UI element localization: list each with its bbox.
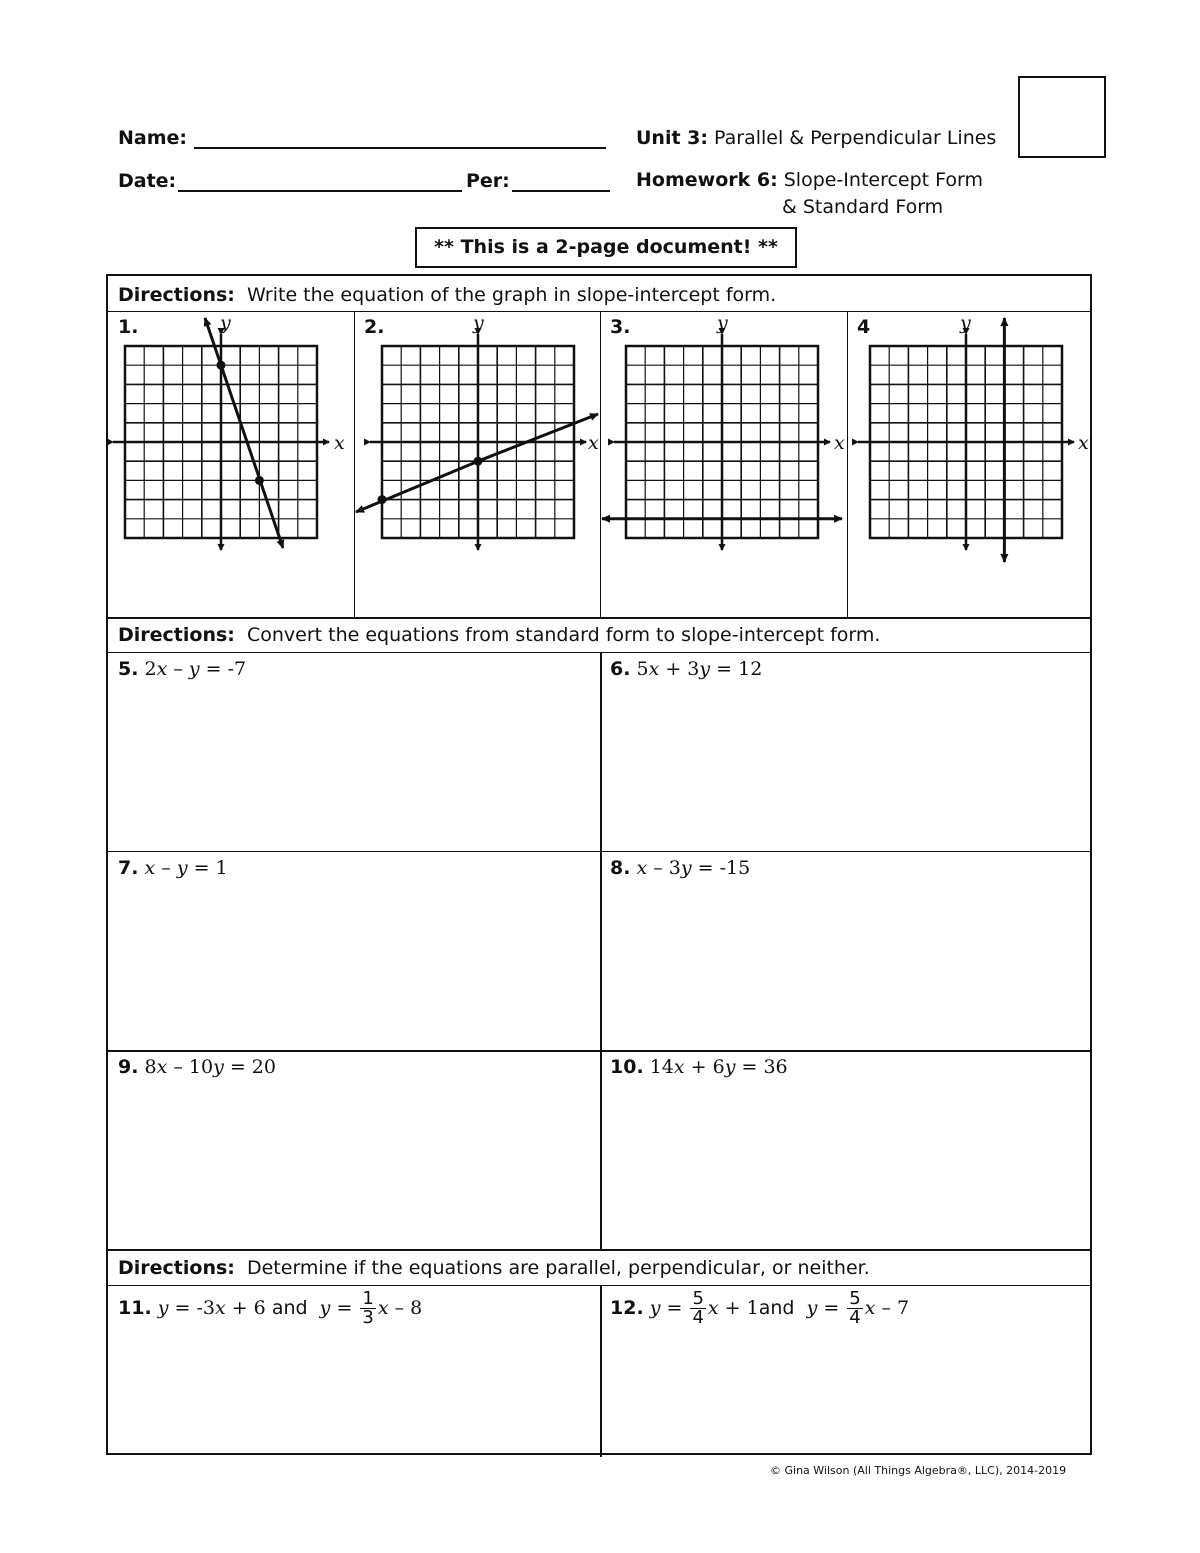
equation-var: y — [319, 1297, 331, 1319]
equation-part: + 6 — [684, 1056, 725, 1078]
and-word: and — [271, 1297, 308, 1319]
equation-var: y — [680, 857, 692, 879]
equation-part: = -15 — [691, 857, 751, 879]
problem-number: 1. — [118, 316, 139, 338]
equation-var: y — [157, 1297, 169, 1319]
equation-var: y — [724, 1056, 736, 1078]
equation-part: – 8 — [388, 1297, 423, 1319]
section3-directions-text: Determine if the equations are parallel, perpendicular, or neither. — [246, 1257, 870, 1279]
graph-line — [221, 365, 283, 548]
fraction-numerator: 5 — [849, 1288, 861, 1309]
graph-point — [378, 495, 387, 504]
section1-directions-text: Write the equation of the graph in slope-intercept form. — [246, 284, 777, 306]
equation-var: x — [144, 857, 156, 879]
equation-var: y — [188, 658, 200, 680]
homework-title-line2: & Standard Form — [782, 196, 944, 218]
equation-part: – 10 — [167, 1056, 214, 1078]
equation-var: x — [156, 658, 168, 680]
equation-var: y — [213, 1056, 224, 1078]
fraction-denominator: 3 — [362, 1307, 374, 1328]
equation-part: + 1 — [718, 1297, 759, 1319]
equation-part: = — [817, 1297, 846, 1319]
problem-number: 2. — [364, 316, 385, 338]
copyright: © Gina Wilson (All Things Algebra®, LLC), 2014-2019 — [770, 1464, 1067, 1477]
equation-part: = 36 — [735, 1056, 788, 1078]
and-word: and — [758, 1297, 795, 1319]
problem-number: 9. — [118, 1056, 139, 1078]
graph-line — [478, 414, 598, 461]
problem-number: 12. — [610, 1297, 644, 1319]
equation-var: y — [649, 1297, 661, 1319]
problem-number: 4 — [857, 316, 871, 338]
fraction-numerator: 1 — [362, 1288, 374, 1309]
equation-var: x — [648, 658, 660, 680]
y-axis-label: y — [473, 312, 484, 334]
equation-part: = 12 — [710, 658, 763, 680]
x-axis-label: x — [334, 432, 345, 454]
graph-point — [474, 457, 483, 466]
equation-var: y — [699, 658, 711, 680]
equation-part: 5 — [636, 658, 649, 680]
unit-title: Parallel & Perpendicular Lines — [714, 127, 997, 149]
equation-var: y — [176, 857, 188, 879]
homework-label: Homework 6: — [636, 169, 778, 191]
equation-part: – 7 — [875, 1297, 910, 1319]
equation-part: + 3 — [659, 658, 700, 680]
equation-part: = 20 — [223, 1056, 276, 1078]
fraction-numerator: 5 — [692, 1288, 704, 1309]
problem-number: 11. — [118, 1297, 152, 1319]
y-axis-label: y — [717, 312, 728, 334]
equation-var: x — [377, 1297, 389, 1319]
per-label: Per: — [466, 170, 510, 192]
problem-number: 6. — [610, 658, 631, 680]
equation-var: x — [156, 1056, 168, 1078]
equation-var: x — [864, 1297, 876, 1319]
fraction-denominator: 4 — [849, 1307, 861, 1328]
y-axis-label: y — [960, 312, 971, 334]
equation-part: = — [660, 1297, 689, 1319]
equation-part: + 6 — [225, 1297, 272, 1319]
equation-part: – — [155, 857, 177, 879]
section1-directions-label: Directions: — [118, 284, 235, 306]
graph-2 — [356, 334, 598, 550]
y-axis-label: y — [220, 312, 231, 334]
section2-directions-label: Directions: — [118, 624, 235, 646]
date-label: Date: — [118, 170, 177, 192]
equation-part: = -7 — [199, 658, 247, 680]
fraction-denominator: 4 — [692, 1307, 704, 1328]
two-page-banner: ** This is a 2-page document! ** — [415, 227, 797, 268]
graph-point — [255, 476, 264, 485]
equation-part: 8 — [144, 1056, 157, 1078]
equation-var: x — [636, 857, 648, 879]
graph-1 — [113, 318, 329, 550]
graph-line — [205, 318, 221, 365]
x-axis-label: x — [588, 432, 599, 454]
equation-var: x — [707, 1297, 719, 1319]
equation-part: – — [167, 658, 189, 680]
section2-directions-text: Convert the equations from standard form to slope-intercept form. — [246, 624, 881, 646]
equation-var: x — [673, 1056, 685, 1078]
problem-number: 5. — [118, 658, 139, 680]
equation-part: 14 — [649, 1056, 674, 1078]
equation-part: = — [330, 1297, 359, 1319]
equation-part: 2 — [144, 658, 157, 680]
unit-label: Unit 3: — [636, 127, 708, 149]
problem-number: 7. — [118, 857, 139, 879]
equation-var: x — [214, 1297, 226, 1319]
name-label: Name: — [118, 127, 188, 149]
equation-var: y — [806, 1297, 818, 1319]
homework-title-line1: Slope-Intercept Form — [783, 169, 984, 191]
equation-part: = 1 — [187, 857, 228, 879]
section3-directions-label: Directions: — [118, 1257, 235, 1279]
graph-4 — [858, 318, 1074, 562]
graph-point — [217, 361, 226, 370]
graph-line — [356, 461, 478, 512]
equation-part: = -3 — [168, 1297, 215, 1319]
problem-number: 8. — [610, 857, 631, 879]
x-axis-label: x — [1078, 432, 1089, 454]
problem-number: 10. — [610, 1056, 644, 1078]
graph-3 — [602, 334, 842, 550]
problem-number: 3. — [610, 316, 631, 338]
x-axis-label: x — [834, 432, 845, 454]
equation-part: – 3 — [647, 857, 681, 879]
